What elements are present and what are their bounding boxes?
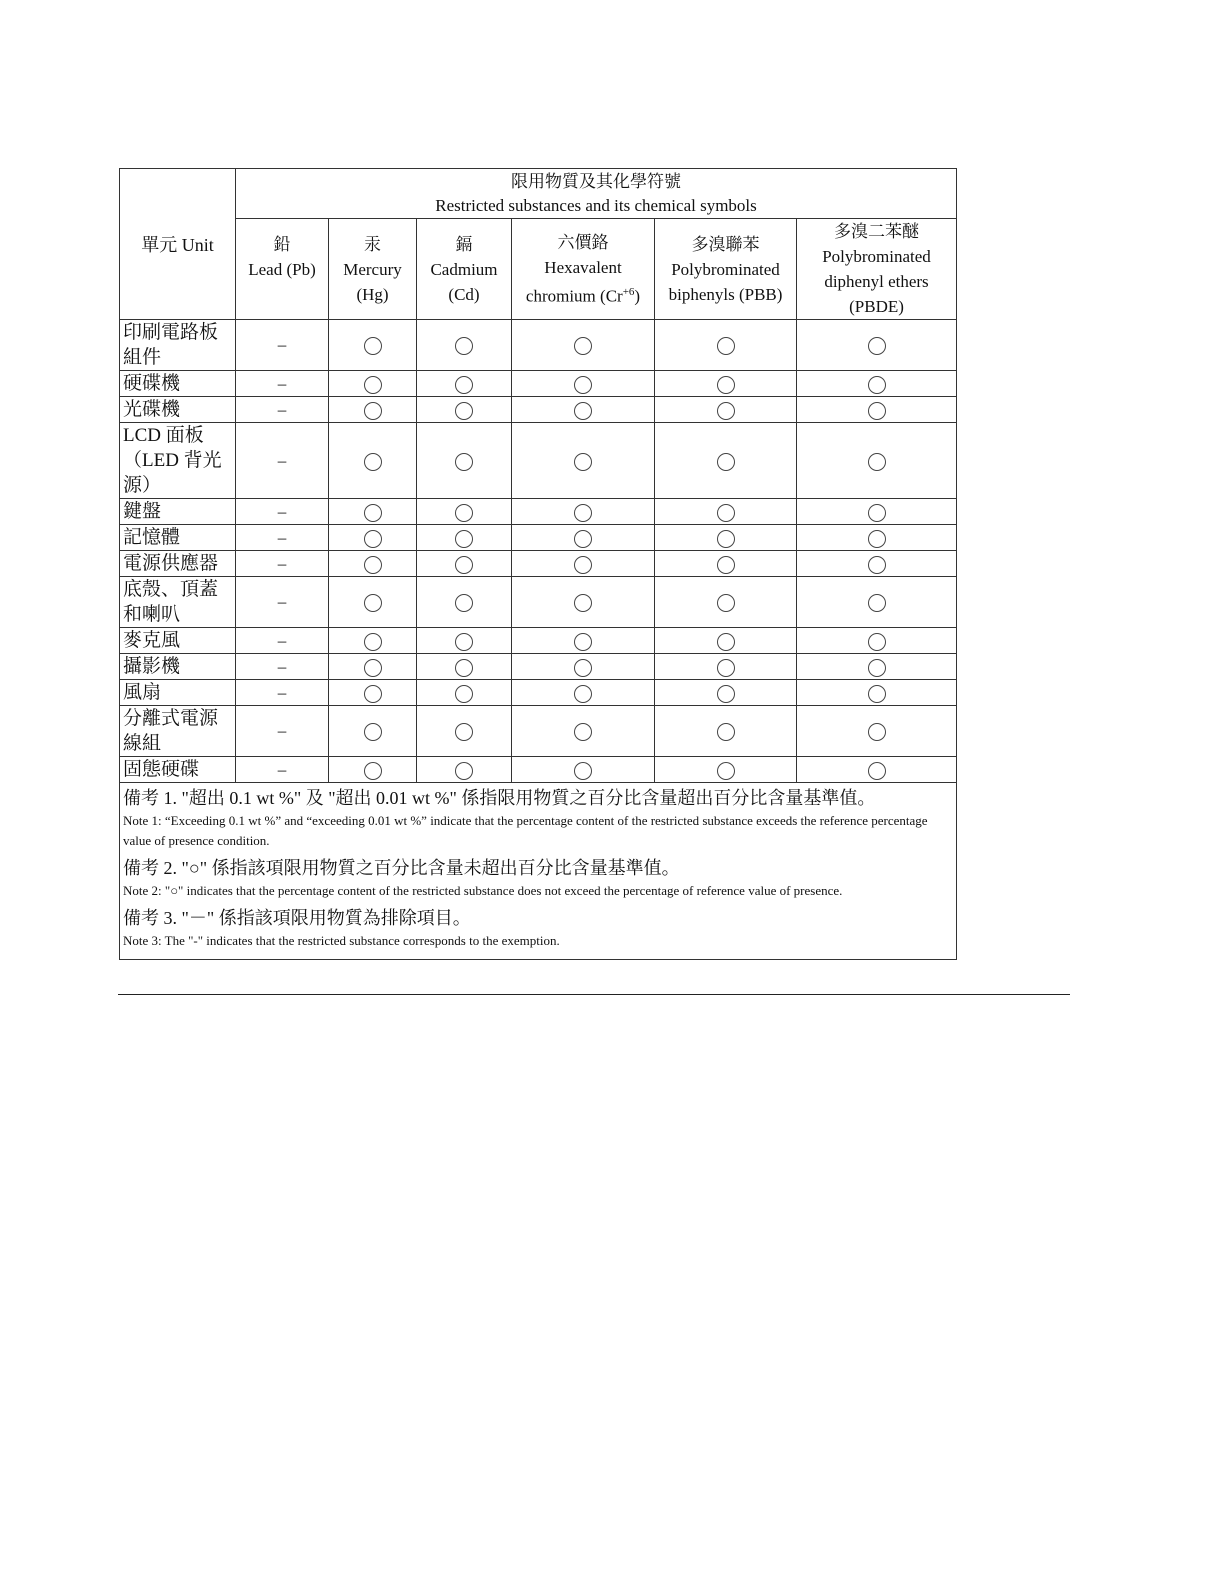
mark-cell	[417, 525, 512, 551]
column-header-en: Cadmium	[430, 259, 498, 279]
mark-cell	[417, 551, 512, 577]
column-header-en: diphenyl ethers	[824, 272, 929, 291]
note-3-zh: 備考 3. "－" 係指該項限用物質為排除項目。	[123, 908, 471, 928]
mark-cell	[329, 525, 417, 551]
circle-icon	[574, 337, 592, 355]
circle-icon	[868, 453, 886, 471]
mark-cell	[236, 654, 329, 680]
column-header-mercury	[329, 219, 417, 320]
unit-cell: 攝影機	[120, 654, 236, 680]
mark-cell	[417, 757, 512, 783]
mark-cell	[512, 423, 655, 499]
column-header-en: (PBDE)	[849, 297, 904, 316]
circle-icon	[868, 762, 886, 780]
column-header-en: Lead (Pb)	[248, 259, 316, 279]
circle-icon	[455, 530, 473, 548]
circle-icon	[868, 685, 886, 703]
dash-icon: –	[277, 373, 287, 393]
dash-icon: –	[277, 501, 287, 521]
table-row	[120, 525, 957, 551]
table-row	[120, 320, 957, 371]
mark-cell	[329, 577, 417, 628]
mark-cell	[512, 577, 655, 628]
unit-cell: 底殼、頂蓋和喇叭	[120, 577, 236, 628]
circle-icon	[574, 556, 592, 574]
mark-cell	[329, 320, 417, 371]
mark-cell	[797, 525, 957, 551]
dash-icon: –	[277, 399, 287, 419]
note-1-zh: 備考 1. "超出 0.1 wt %" 及 "超出 0.01 wt %" 係指限用物質之百分比含量超出百分比含量基準值。	[123, 788, 876, 808]
column-header-en: Hexavalent	[544, 257, 622, 277]
unit-cell: 印刷電路板組件	[120, 320, 236, 371]
circle-icon	[455, 504, 473, 522]
mark-cell	[797, 371, 957, 397]
dash-icon: –	[277, 527, 287, 547]
circle-icon	[455, 659, 473, 677]
mark-cell	[417, 680, 512, 706]
mark-cell	[797, 499, 957, 525]
mark-cell	[655, 423, 797, 499]
notes-cell	[120, 783, 957, 960]
unit-cell: 分離式電源線組	[120, 706, 236, 757]
mark-cell	[236, 628, 329, 654]
mark-cell	[512, 757, 655, 783]
circle-icon	[868, 633, 886, 651]
mark-cell	[512, 499, 655, 525]
table-row	[120, 757, 957, 783]
mark-cell	[417, 423, 512, 499]
circle-icon	[364, 530, 382, 548]
circle-icon	[455, 685, 473, 703]
circle-icon	[455, 633, 473, 651]
note-3-en: Note 3: The "-" indicates that the restricted substance corresponds to the exemption.	[123, 933, 560, 948]
mark-cell	[512, 371, 655, 397]
circle-icon	[717, 594, 735, 612]
table-row	[120, 654, 957, 680]
substances-group-header	[236, 169, 957, 219]
column-header-zh: 鎘	[455, 234, 473, 254]
circle-icon	[364, 594, 382, 612]
mark-cell	[797, 654, 957, 680]
mark-cell	[797, 577, 957, 628]
table-row	[120, 423, 957, 499]
mark-cell	[512, 397, 655, 423]
circle-icon	[574, 762, 592, 780]
notes-row	[120, 783, 957, 960]
mark-cell	[417, 577, 512, 628]
mark-cell	[236, 397, 329, 423]
circle-icon	[364, 685, 382, 703]
mark-cell	[797, 628, 957, 654]
column-header-zh: 六價鉻	[557, 232, 609, 252]
mark-cell	[236, 499, 329, 525]
dash-icon: –	[277, 450, 287, 470]
circle-icon	[868, 594, 886, 612]
column-header-en: (Hg)	[356, 284, 389, 304]
mark-cell	[329, 706, 417, 757]
unit-column-header: 單元 Unit	[120, 169, 236, 320]
mark-cell	[655, 706, 797, 757]
circle-icon	[364, 633, 382, 651]
mark-cell	[655, 628, 797, 654]
circle-icon	[868, 530, 886, 548]
mark-cell	[329, 628, 417, 654]
circle-icon	[574, 453, 592, 471]
column-header-en: chromium $(Cr^{+6})$	[525, 285, 641, 306]
circle-icon	[717, 685, 735, 703]
mark-cell	[655, 654, 797, 680]
circle-icon	[364, 762, 382, 780]
circle-icon	[574, 376, 592, 394]
column-header-zh: 汞	[364, 234, 381, 254]
column-header-en: (Cd)	[448, 284, 480, 304]
circle-icon	[364, 337, 382, 355]
column-header-en: Polybrominated	[822, 247, 931, 266]
column-header-hexavalent-chromium	[512, 219, 655, 320]
group-header-zh: 限用物質及其化學符號	[511, 171, 681, 191]
circle-icon	[717, 402, 735, 420]
mark-cell	[655, 757, 797, 783]
column-header-pbb	[655, 219, 797, 320]
column-header-zh: 鉛	[273, 234, 291, 254]
circle-icon	[364, 556, 382, 574]
dash-icon: –	[277, 335, 287, 354]
column-header-zh: 多溴聯苯	[691, 234, 760, 254]
mark-cell	[236, 320, 329, 371]
circle-icon	[868, 504, 886, 522]
circle-icon	[868, 659, 886, 677]
table-header-row-2	[120, 219, 957, 320]
circle-icon	[574, 685, 592, 703]
mark-cell	[236, 706, 329, 757]
table-body	[120, 320, 957, 783]
mark-cell	[236, 423, 329, 499]
unit-cell: 風扇	[120, 680, 236, 706]
circle-icon	[868, 402, 886, 420]
circle-icon	[455, 723, 473, 741]
column-header-en: Mercury	[343, 259, 402, 279]
mark-cell	[655, 371, 797, 397]
footer-divider	[118, 994, 1070, 995]
mark-cell	[329, 371, 417, 397]
mark-cell	[512, 654, 655, 680]
dash-icon: –	[277, 592, 287, 611]
mark-cell	[512, 706, 655, 757]
table-row	[120, 680, 957, 706]
unit-cell: LCD 面板（LED 背光源）	[120, 423, 236, 499]
circle-icon	[574, 659, 592, 677]
table-row	[120, 371, 957, 397]
dash-icon: –	[277, 553, 287, 573]
mark-cell	[512, 320, 655, 371]
circle-icon	[717, 723, 735, 741]
mark-cell	[512, 525, 655, 551]
column-header-zh: 多溴二苯醚	[834, 222, 919, 241]
circle-icon	[574, 594, 592, 612]
circle-icon	[717, 376, 735, 394]
circle-icon	[455, 402, 473, 420]
circle-icon	[717, 504, 735, 522]
circle-icon	[364, 453, 382, 471]
circle-icon	[455, 453, 473, 471]
unit-cell: 硬碟機	[120, 371, 236, 397]
mark-cell	[329, 757, 417, 783]
mark-cell	[512, 628, 655, 654]
mark-cell	[417, 397, 512, 423]
circle-icon	[455, 376, 473, 394]
mark-cell	[655, 397, 797, 423]
mark-cell	[797, 551, 957, 577]
circle-icon	[364, 376, 382, 394]
circle-icon	[455, 337, 473, 355]
mark-cell	[655, 680, 797, 706]
mark-cell	[797, 320, 957, 371]
circle-icon	[574, 504, 592, 522]
circle-icon	[364, 723, 382, 741]
mark-cell	[797, 397, 957, 423]
mark-cell	[236, 757, 329, 783]
dash-icon: –	[277, 759, 287, 779]
table-row	[120, 706, 957, 757]
dash-icon: –	[277, 721, 287, 740]
circle-icon	[364, 402, 382, 420]
table-row	[120, 499, 957, 525]
unit-cell: 麥克風	[120, 628, 236, 654]
mark-cell	[797, 706, 957, 757]
circle-icon	[717, 556, 735, 574]
mark-cell	[329, 654, 417, 680]
column-header-lead	[236, 219, 329, 320]
circle-icon	[868, 337, 886, 355]
note-1-en: Note 1: “Exceeding 0.1 wt %” and “exceeding 0.01 wt %” indicate that the percentage content of the restricted substance exceeds the reference percentage value of presence condition.	[123, 813, 928, 848]
column-header-pbde	[797, 219, 957, 320]
circle-icon	[868, 723, 886, 741]
circle-icon	[455, 762, 473, 780]
mark-cell	[329, 397, 417, 423]
column-header-en: Polybrominated	[671, 259, 780, 279]
mark-cell	[655, 320, 797, 371]
table-row	[120, 551, 957, 577]
mark-cell	[417, 706, 512, 757]
mark-cell	[655, 499, 797, 525]
mark-cell	[655, 577, 797, 628]
mark-cell	[655, 551, 797, 577]
mark-cell	[797, 757, 957, 783]
note-2-en: Note 2: "○" indicates that the percentage content of the restricted substance does not exceed the percentage of reference value of presence.	[123, 883, 843, 898]
circle-icon	[364, 504, 382, 522]
mark-cell	[417, 654, 512, 680]
circle-icon	[574, 402, 592, 420]
mark-cell	[797, 423, 957, 499]
circle-icon	[717, 633, 735, 651]
unit-cell: 鍵盤	[120, 499, 236, 525]
dash-icon: –	[277, 656, 287, 676]
circle-icon	[455, 594, 473, 612]
circle-icon	[364, 659, 382, 677]
restricted-substances-table	[119, 168, 957, 960]
mark-cell	[417, 499, 512, 525]
circle-icon	[717, 453, 735, 471]
circle-icon	[868, 556, 886, 574]
circle-icon	[717, 530, 735, 548]
mark-cell	[417, 628, 512, 654]
table-row	[120, 577, 957, 628]
mark-cell	[329, 551, 417, 577]
mark-cell	[236, 577, 329, 628]
circle-icon	[717, 337, 735, 355]
mark-cell	[236, 680, 329, 706]
mark-cell	[417, 371, 512, 397]
table-header-row-1	[120, 169, 957, 219]
note-2-zh: 備考 2. "○" 係指該項限用物質之百分比含量未超出百分比含量基準值。	[123, 858, 680, 878]
unit-cell: 光碟機	[120, 397, 236, 423]
circle-icon	[717, 762, 735, 780]
mark-cell	[512, 680, 655, 706]
mark-cell	[512, 551, 655, 577]
circle-icon	[455, 556, 473, 574]
circle-icon	[574, 633, 592, 651]
unit-cell: 電源供應器	[120, 551, 236, 577]
dash-icon: –	[277, 682, 287, 702]
mark-cell	[329, 680, 417, 706]
circle-icon	[574, 530, 592, 548]
unit-cell: 固態硬碟	[120, 757, 236, 783]
circle-icon	[717, 659, 735, 677]
mark-cell	[329, 499, 417, 525]
circle-icon	[868, 376, 886, 394]
table-row	[120, 628, 957, 654]
mark-cell	[655, 525, 797, 551]
mark-cell	[236, 371, 329, 397]
dash-icon: –	[277, 630, 287, 650]
circle-icon	[574, 723, 592, 741]
table-row	[120, 397, 957, 423]
unit-cell: 記憶體	[120, 525, 236, 551]
column-header-en: biphenyls (PBB)	[668, 284, 783, 304]
mark-cell	[797, 680, 957, 706]
group-header-en: Restricted substances and its chemical symbols	[435, 195, 757, 215]
column-header-cadmium	[417, 219, 512, 320]
mark-cell	[329, 423, 417, 499]
mark-cell	[417, 320, 512, 371]
mark-cell	[236, 551, 329, 577]
mark-cell	[236, 525, 329, 551]
